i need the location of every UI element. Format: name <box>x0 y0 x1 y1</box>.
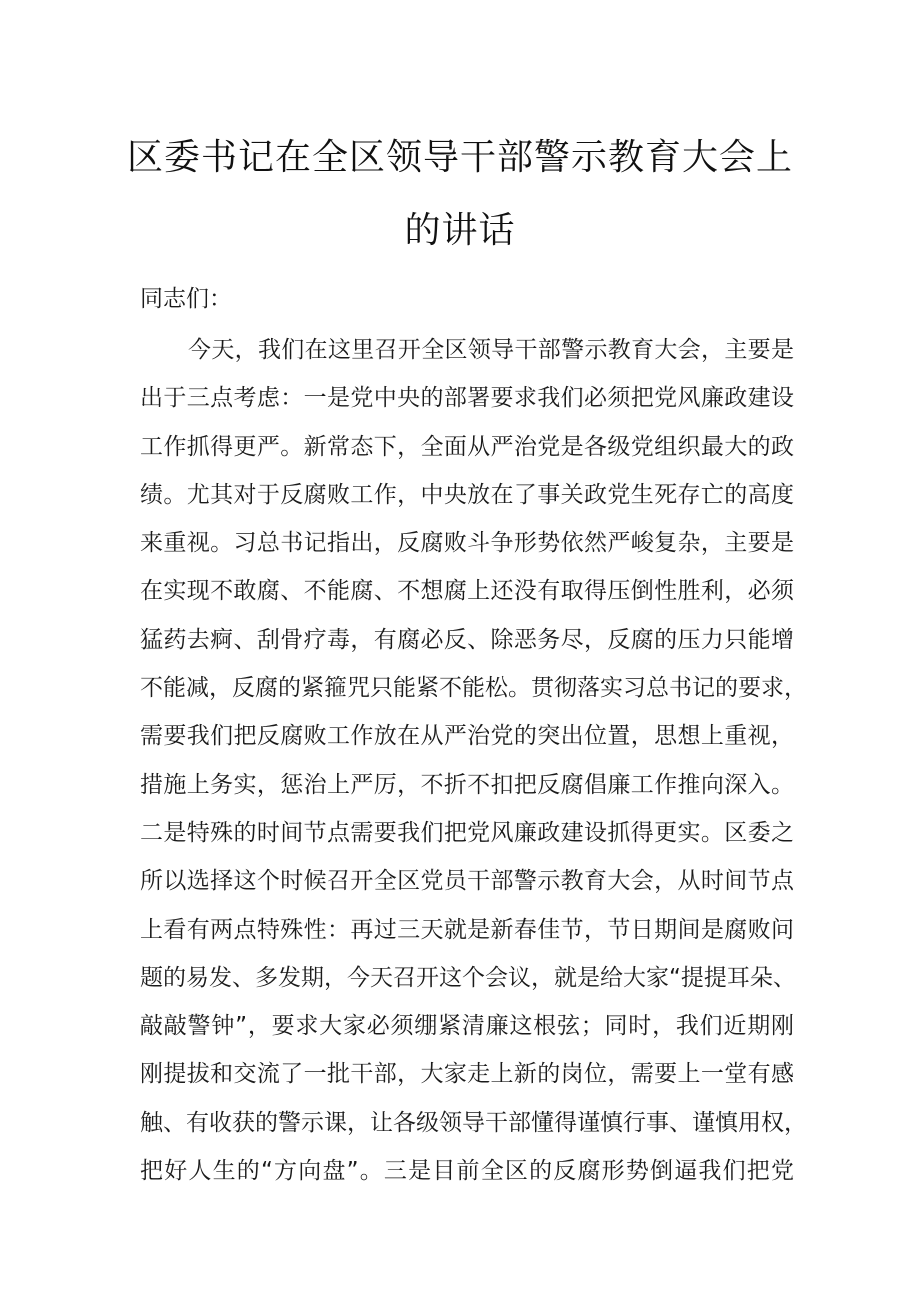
body-line: 刚提拔和交流了一批干部，大家走上新的岗位，需要上一堂有感 <box>140 1061 794 1088</box>
document-title-line-1: 区委书记在全区领导干部警示教育大会上 <box>126 137 793 178</box>
body-line: 不能减，反腐的紧箍咒只能紧不能松。贯彻落实习总书记的要求， <box>140 675 807 702</box>
body-line: 触、有收获的警示课，让各级领导干部懂得谨慎行事、谨慎用权， <box>140 1109 807 1136</box>
body-line: 需要我们把反腐败工作放在从严治党的突出位置，思想上重视， <box>140 723 794 750</box>
speech-body <box>140 326 807 1195</box>
body-line: 二是特殊的时间节点需要我们把党风廉政建设抓得更实。区委之 <box>140 819 794 846</box>
body-line: 今天，我们在这里召开全区领导干部警示教育大会，主要是 <box>188 337 794 363</box>
body-line: 上看有两点特殊性：再过三天就是新春佳节，节日期间是腐败问 <box>140 916 794 943</box>
body-line: 猛药去痾、刮骨疗毒，有腐必反、除恶务尽，反腐的压力只能增 <box>140 626 794 653</box>
body-line: 把好人生的“方向盘”。三是目前全区的反腐形势倒逼我们把党 <box>140 1158 794 1185</box>
salutation: 同志们： <box>140 286 232 312</box>
body-line: 所以选择这个时候召开全区党员干部警示教育大会，从时间节点 <box>140 868 794 895</box>
body-line: 工作抓得更严。新常态下，全面从严治党是各级党组织最大的政 <box>140 433 794 460</box>
body-line: 敲敲警钟”，要求大家必须绷紧清廉这根弦；同时，我们近期刚 <box>140 1013 794 1040</box>
body-line: 措施上务实，惩治上严厉，不折不扣把反腐倡廉工作推向深入。 <box>140 771 794 798</box>
body-line: 在实现不敢腐、不能腐、不想腐上还没有取得压倒性胜利，必须 <box>140 578 794 605</box>
body-line: 绩。尤其对于反腐败工作，中央放在了事关政党生死存亡的高度 <box>140 481 794 508</box>
body-line: 出于三点考虑：一是党中央的部署要求我们必须把党风廉政建设 <box>140 385 794 412</box>
body-line: 题的易发、多发期，今天召开这个会议，就是给大家“提提耳朵、 <box>140 964 796 991</box>
document-title-line-2: 的讲话 <box>404 210 516 251</box>
body-line: 来重视。习总书记指出，反腐败斗争形势依然严峻复杂，主要是 <box>140 530 794 557</box>
